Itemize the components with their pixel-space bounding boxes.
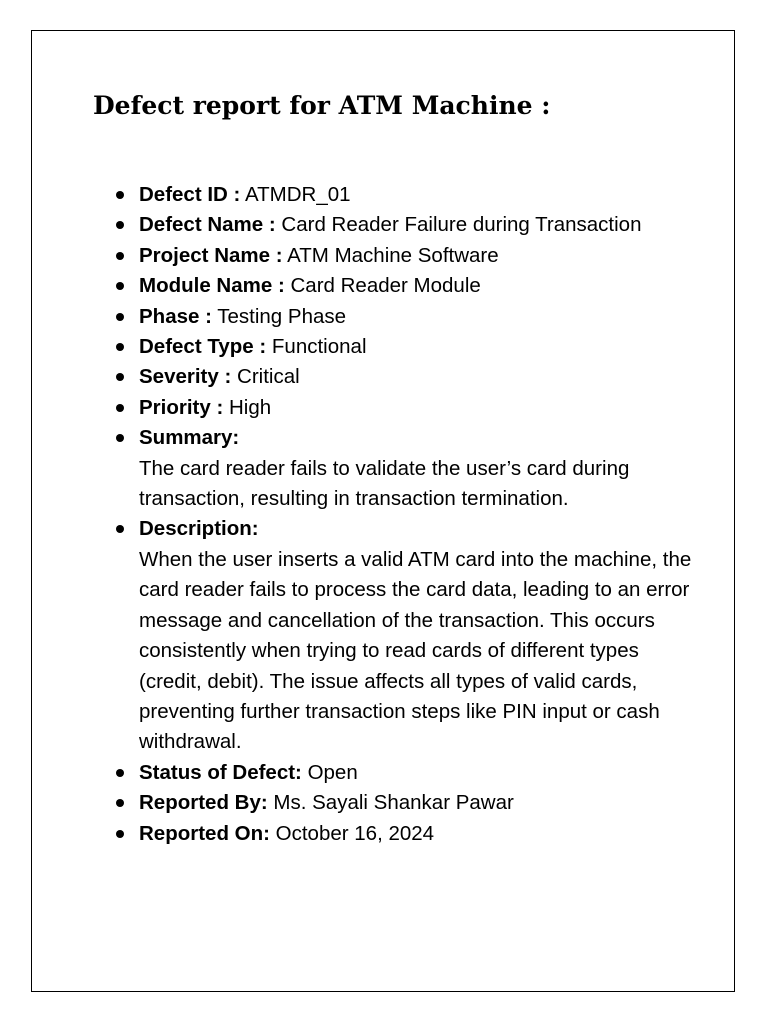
status-item xyxy=(139,758,699,788)
bullet-icon xyxy=(116,343,124,351)
defect-type-item xyxy=(139,332,699,362)
defect-type-label: Defect Type : xyxy=(139,335,267,359)
defect-type-value: Functional xyxy=(266,335,367,359)
module-name-label: Module Name : xyxy=(139,274,285,298)
summary-label: Summary: xyxy=(139,426,240,450)
bullet-icon xyxy=(116,830,124,838)
project-name-value: ATM Machine Software xyxy=(282,243,499,267)
priority-item xyxy=(139,393,699,423)
summary-text: The card reader fails to validate the user’s card during transaction, resulting in transaction termination. xyxy=(139,456,630,511)
module-name-item xyxy=(139,271,699,301)
page-title: Defect report for ATM Machine : xyxy=(93,91,551,120)
bullet-icon xyxy=(116,252,124,260)
bullet-icon xyxy=(116,313,124,321)
phase-label: Phase : xyxy=(139,304,212,328)
reported-on-label: Reported On: xyxy=(139,821,270,845)
defect-field-list xyxy=(139,180,699,849)
phase-item xyxy=(139,302,699,332)
status-label: Status of Defect: xyxy=(139,760,302,784)
priority-label: Priority : xyxy=(139,395,224,419)
reported-on-value: October 16, 2024 xyxy=(269,821,435,845)
bullet-icon xyxy=(116,769,124,777)
priority-value: High xyxy=(223,395,272,419)
defect-name-label: Defect Name : xyxy=(139,213,276,237)
severity-item xyxy=(139,362,699,392)
bullet-icon xyxy=(116,191,124,199)
reported-by-item xyxy=(139,788,699,818)
bullet-icon xyxy=(116,404,124,412)
defect-name-item xyxy=(139,210,699,240)
project-name-label: Project Name : xyxy=(139,243,283,267)
description-label: Description: xyxy=(139,517,259,541)
project-name-item xyxy=(139,241,699,271)
defect-id-label: Defect ID : xyxy=(139,183,241,206)
defect-id-item xyxy=(139,180,699,210)
description-item xyxy=(139,514,699,757)
phase-value: Testing Phase xyxy=(211,304,347,328)
module-name-value: Card Reader Module xyxy=(284,274,481,298)
reported-by-value: Ms. Sayali Shankar Pawar xyxy=(267,791,514,815)
defect-id-value: ATMDR_01 xyxy=(240,183,351,206)
summary-item xyxy=(139,423,699,514)
reported-on-item xyxy=(139,819,699,849)
status-value: Open xyxy=(301,760,358,784)
severity-label: Severity : xyxy=(139,365,232,389)
description-text: When the user inserts a valid ATM card into the machine, the card reader fails to process the card data, leading to an error message and cancellation of the transaction. This occurs consistently when trying to read cards of different types (credit, debit). The issue affects all types of valid cards, preventing further transaction steps like PIN input or cash withdrawal. xyxy=(139,547,692,754)
severity-value: Critical xyxy=(231,365,300,389)
defect-name-value: Card Reader Failure during Transaction xyxy=(275,213,642,237)
reported-by-label: Reported By: xyxy=(139,791,268,815)
